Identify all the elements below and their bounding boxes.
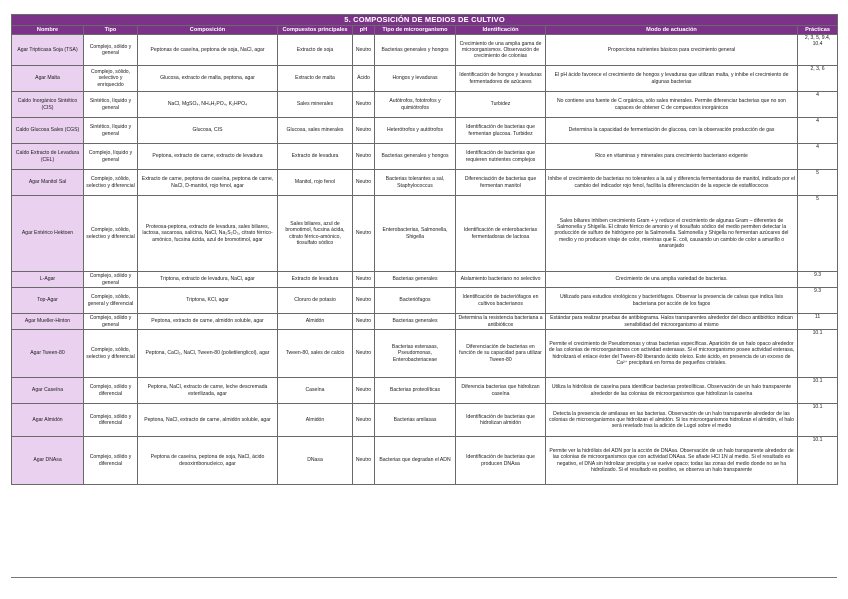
cell-ident: Diferenciación de bacterias que fermentan manitol	[456, 170, 546, 196]
cell-micro: Enterobacterias, Salmonella, Shigella	[375, 196, 456, 272]
cell-micro: Bacterias que degradan el ADN	[375, 437, 456, 485]
cell-compuestos: DNasa	[278, 437, 353, 485]
cell-practicas: 9.3	[798, 288, 838, 314]
cell-compuestos: Glucosa, sales minerales	[278, 118, 353, 144]
cell-practicas: 10.1	[798, 378, 838, 404]
table-row	[12, 196, 838, 272]
cell-ident: Determina la resistencia bacteriana a antibióticos	[456, 314, 546, 330]
table-row	[12, 118, 838, 144]
cell-nombre: L-Agar	[12, 272, 84, 288]
cell-ph: Neutro	[353, 288, 375, 314]
cell-micro: Bacteriófagos	[375, 288, 456, 314]
cell-compuestos: Almidón	[278, 314, 353, 330]
cell-ph: Neutro	[353, 92, 375, 118]
cell-micro: Bacterias tolerantes a sal, Staphylococcus	[375, 170, 456, 196]
cell-ident: Identificación de bacterias que fermentan glucosa. Turbidez	[456, 118, 546, 144]
cell-micro: Hongos y levaduras	[375, 66, 456, 92]
cell-nombre: Agar Manitol Sal	[12, 170, 84, 196]
cell-modo: No contiene una fuente de C orgánica, sólo sales minerales. Permite diferenciar bacterias que no son capaces de obtener C de compuestos inorgánicos	[546, 92, 798, 118]
cell-tipo: Complejo, sólido y diferencial	[84, 378, 138, 404]
cell-ident: Turbidez	[456, 92, 546, 118]
cell-composicion: NaCl, MgSO₄, NH₄H₂PO₄, K₂HPO₄	[138, 92, 278, 118]
cell-composicion: Peptona, NaCl, extracto de carne, almidón soluble, agar	[138, 404, 278, 437]
cell-ph: Ácido	[353, 66, 375, 92]
cell-practicas: 4	[798, 118, 838, 144]
cell-micro: Bacterias amilasas	[375, 404, 456, 437]
cell-composicion: Peptona, extracto de carne, extracto de levadura	[138, 144, 278, 170]
cell-modo: Permite el crecimiento de Pseudomonas y otras bacterias específicas. Aparición de un halo opaco alrededor de las colonias de microorganismos con actividad esterasas. Si el microorganismo posee actividad esterasa, hidrolizará el enlace éster del Tween-80 liberando ácido oleico. Este ácido, en presencia de un exceso de Ca²⁺ precipitará en forma de pequeños cristales.	[546, 330, 798, 378]
cell-compuestos: Extracto de soja	[278, 35, 353, 66]
cell-ident: Identificación de bacterias que requieren nutrientes complejos	[456, 144, 546, 170]
cell-practicas: 10.1	[798, 330, 838, 378]
cell-practicas: 10.1	[798, 404, 838, 437]
cell-modo: Estándar para realizar pruebas de antibiograma. Halos transparentes alrededor del disco antibiótico indican sensibilidad del microorganismo al mismo	[546, 314, 798, 330]
cell-nombre: Agar Caseína	[12, 378, 84, 404]
cell-composicion: Peptona, NaCl, extracto de carne, leche descremada esterilizada, agar	[138, 378, 278, 404]
cell-tipo: Complejo, sólido, selectivo y diferencial	[84, 196, 138, 272]
cell-composicion: Glucosa, CIS	[138, 118, 278, 144]
cell-ident: Identificación de bacterias que producen DNAsa	[456, 437, 546, 485]
cell-ident: Aislamiento bacteriano no selectivo	[456, 272, 546, 288]
culture-media-table	[11, 14, 838, 485]
table-row	[12, 330, 838, 378]
cell-ident: Identificación de enterobacterias fermentadoras de lactosa	[456, 196, 546, 272]
cell-tipo: Complejo, sólido, selectivo y enriquecido	[84, 66, 138, 92]
cell-nombre: Agar DNAsa	[12, 437, 84, 485]
table-row	[12, 170, 838, 196]
cell-modo: Permite ver la hidrólisis del ADN por la acción de DNAsa. Observación de un halo transparente alrededor de las colonias de microorganismos que con actividad DNAsa. Se añade HCl 1N al medio. Si el resultado es negativo, el DNA sin hidrolizar precipita y se vuelve opaco; todas las zonas del medio donde no se ha hidrolizado. Si el resultado es positivo, se observa un halo transparente	[546, 437, 798, 485]
cell-modo: Sales biliares inhiben crecimiento Gram + y reduce el crecimiento de algunas Gram – diferentes de Salmonella y Shigella. El citrato férrico de amonio y el tiosulfato sódico del medio permiten detectar la producción de sulfuro de hidrógeno por la Salmonella. Salmonella y Shigella no fermentan azúcares del medio y no producen viraje de color, mientras que E. coli, causando un cambio de color a amarillo o anaranjado	[546, 196, 798, 272]
cell-practicas: 4	[798, 144, 838, 170]
cell-ident: Diferenciación de bacterias en función de su capacidad para utilizar Tween-80	[456, 330, 546, 378]
cell-compuestos: Cloruro de potasio	[278, 288, 353, 314]
cell-compuestos: Extracto de levadura	[278, 272, 353, 288]
header-identificacion: Identificación	[456, 26, 546, 35]
table-row	[12, 66, 838, 92]
cell-ph: Neutro	[353, 272, 375, 288]
cell-ph: Neutro	[353, 144, 375, 170]
cell-compuestos: Almidón	[278, 404, 353, 437]
cell-practicas: 2, 3, 5, 9.4, 10.4	[798, 35, 838, 66]
cell-modo: Crecimiento de una amplia variedad de bacterias.	[546, 272, 798, 288]
table-row	[12, 288, 838, 314]
cell-modo: Proporciona nutrientes básicos para crecimiento general	[546, 35, 798, 66]
cell-tipo: Complejo, sólido, selectivo y diferencial	[84, 170, 138, 196]
cell-practicas: 11	[798, 314, 838, 330]
cell-tipo: Complejo, líquido y general	[84, 144, 138, 170]
cell-nombre: Agar Mueller-Hinton	[12, 314, 84, 330]
cell-ph: Neutro	[353, 437, 375, 485]
header-ph: pH	[353, 26, 375, 35]
table-row	[12, 92, 838, 118]
cell-nombre: Caldo Glucosa Sales (CGS)	[12, 118, 84, 144]
cell-compuestos: Caseína	[278, 378, 353, 404]
cell-practicas: 5	[798, 196, 838, 272]
cell-tipo: Sintético, líquido y general	[84, 92, 138, 118]
cell-micro: Bacterias esterasas, Pseudomonas, Enterobacteriaceae	[375, 330, 456, 378]
header-composicion: Composición	[138, 26, 278, 35]
cell-tipo: Complejo, sólido y general	[84, 314, 138, 330]
cell-nombre: Caldo Extracto de Levadura (CEL)	[12, 144, 84, 170]
cell-ph: Neutro	[353, 314, 375, 330]
header-practicas: Prácticas	[798, 26, 838, 35]
cell-nombre: Agar Almidón	[12, 404, 84, 437]
cell-modo: El pH ácido favorece el crecimiento de hongos y levaduras que utilizan malta, y inhibe el crecimiento de algunas bacterias	[546, 66, 798, 92]
cell-ph: Neutro	[353, 170, 375, 196]
header-nombre: Nombre	[12, 26, 84, 35]
header-row	[12, 26, 838, 35]
cell-tipo: Complejo, sólido y general	[84, 35, 138, 66]
table-row	[12, 404, 838, 437]
cell-composicion: Extracto de carne, peptona de caseína, peptona de carne, NaCl, D-manitol, rojo fenol, agar	[138, 170, 278, 196]
cell-tipo: Sintético, líquido y general	[84, 118, 138, 144]
cell-compuestos: Extracto de malta	[278, 66, 353, 92]
cell-practicas: 10.1	[798, 437, 838, 485]
cell-tipo: Complejo, sólido, general y diferencial	[84, 288, 138, 314]
cell-nombre: Agar Tween-80	[12, 330, 84, 378]
cell-compuestos: Manitol, rojo fenol	[278, 170, 353, 196]
cell-modo: Rico en vitaminas y minerales para crecimiento bacteriano exigente	[546, 144, 798, 170]
cell-nombre: Agar Malta	[12, 66, 84, 92]
header-compuestos: Compuestos principales	[278, 26, 353, 35]
header-modo: Modo de actuación	[546, 26, 798, 35]
cell-modo: Determina la capacidad de fermentación de glucosa, con la observación producción de gas	[546, 118, 798, 144]
cell-ph: Neutro	[353, 196, 375, 272]
cell-ident: Identificación de bacterias que hidrolizan almidón	[456, 404, 546, 437]
table-row	[12, 314, 838, 330]
cell-ident: Identificación de bacteriófagos en cultivos bacterianos	[456, 288, 546, 314]
cell-nombre: Caldo Inorgánico Sintético (CIS)	[12, 92, 84, 118]
cell-compuestos: Sales minerales	[278, 92, 353, 118]
cell-practicas: 2, 3, 6	[798, 66, 838, 92]
cell-nombre: Agar Tripticasa Soja (TSA)	[12, 35, 84, 66]
cell-ph: Neutro	[353, 378, 375, 404]
header-microorganismo: Tipo de microorganismo	[375, 26, 456, 35]
cell-ph: Neutro	[353, 35, 375, 66]
cell-compuestos: Sales biliares, azul de bromotimol, fucsina ácida, citrato férrico-amónico, tiosulfato sódico	[278, 196, 353, 272]
cell-compuestos: Extracto de levadura	[278, 144, 353, 170]
table-row	[12, 35, 838, 66]
cell-tipo: Complejo, sólido y diferencial	[84, 404, 138, 437]
table-row	[12, 437, 838, 485]
table-row	[12, 272, 838, 288]
cell-ident: Crecimiento de una amplia gama de microorganismos. Observación de crecimiento de colonias	[456, 35, 546, 66]
media-table-sheet	[11, 14, 837, 485]
cell-composicion: Peptona, CaCl₂, NaCl, Tween-80 (polietilenglicol), agar	[138, 330, 278, 378]
table-title: 5. COMPOSICIÓN DE MEDIOS DE CULTIVO	[12, 15, 838, 26]
cell-micro: Bacterias generales	[375, 272, 456, 288]
cell-ident: Identificación de hongos y levaduras fermentadores de azúcares	[456, 66, 546, 92]
cell-micro: Autótrofos, fototrofos y quimiótrofos	[375, 92, 456, 118]
table-row	[12, 144, 838, 170]
cell-modo: Inhibe el crecimiento de bacterias no tolerantes a la sal y diferencia fermentadoras de manitol, indicado por el cambio del indicador rojo fenol, facilita la diferenciación de la especie de estafilococos	[546, 170, 798, 196]
cell-composicion: Peptona, extracto de carne, almidón soluble, agar	[138, 314, 278, 330]
cell-ph: Neutro	[353, 118, 375, 144]
cell-micro: Bacterias proteolíticas	[375, 378, 456, 404]
cell-nombre: Agar Entérico Hektoen	[12, 196, 84, 272]
cell-nombre: Top-Agar	[12, 288, 84, 314]
cell-composicion: Triptona, KCl, agar	[138, 288, 278, 314]
table-body	[12, 35, 838, 485]
cell-composicion: Glucosa, extracto de malta, peptona, agar	[138, 66, 278, 92]
table-row	[12, 378, 838, 404]
cell-tipo: Complejo, sólido y general	[84, 272, 138, 288]
cell-modo: Utiliza la hidrólisis de caseína para identificar bacterias proteolíticas. Observación de un halo transparente alrededor de las colonias de microorganismos que hidrolizan la caseína	[546, 378, 798, 404]
cell-practicas: 5	[798, 170, 838, 196]
cell-composicion: Triptona, extracto de levadura, NaCl, agar	[138, 272, 278, 288]
cell-tipo: Complejo, sólido, selectivo y diferencial	[84, 330, 138, 378]
cell-practicas: 9.3	[798, 272, 838, 288]
cell-micro: Bacterias generales	[375, 314, 456, 330]
cell-compuestos: Tween-80, sales de calcio	[278, 330, 353, 378]
cell-practicas: 4	[798, 92, 838, 118]
cell-composicion: Peptona de caseína, peptona de soja, NaCl, ácido desoxirribonucleico, agar	[138, 437, 278, 485]
cell-tipo: Complejo, sólido y diferencial	[84, 437, 138, 485]
header-tipo: Tipo	[84, 26, 138, 35]
cell-ph: Neutro	[353, 330, 375, 378]
cell-composicion: Proteosa-peptona, extracto de levadura, sales biliares, lactosa, sacarosa, salicina, NaCl, Na₂S₂O₃, citrato férrico-amónico, fucsina ácida, azul de bromotimol, agar	[138, 196, 278, 272]
cell-ph: Neutro	[353, 404, 375, 437]
cell-micro: Bacterias generales y hongos	[375, 35, 456, 66]
footer-line	[11, 577, 837, 578]
cell-modo: Utilizado para estudios virológicos y bacteriófagos. Observar la presencia de calvas que indica lisis bacteriana por acción de los fagos	[546, 288, 798, 314]
cell-composicion: Peptonas de caseína, peptona de soja, NaCl, agar	[138, 35, 278, 66]
cell-micro: Bacterias generales y hongos	[375, 144, 456, 170]
cell-ident: Diferencia bacterias que hidrolizan caseína	[456, 378, 546, 404]
cell-modo: Detecta la presencia de amilasas en las bacterias. Observación de un halo transparente alrededor de las colonias de microorganismos que hidrolizan el almidón. Si los microorganismos hidrolizan el almidón, el halo será revelado tras la adición de Lugol sobre el medio	[546, 404, 798, 437]
cell-micro: Heterótrofos y autótrofos	[375, 118, 456, 144]
